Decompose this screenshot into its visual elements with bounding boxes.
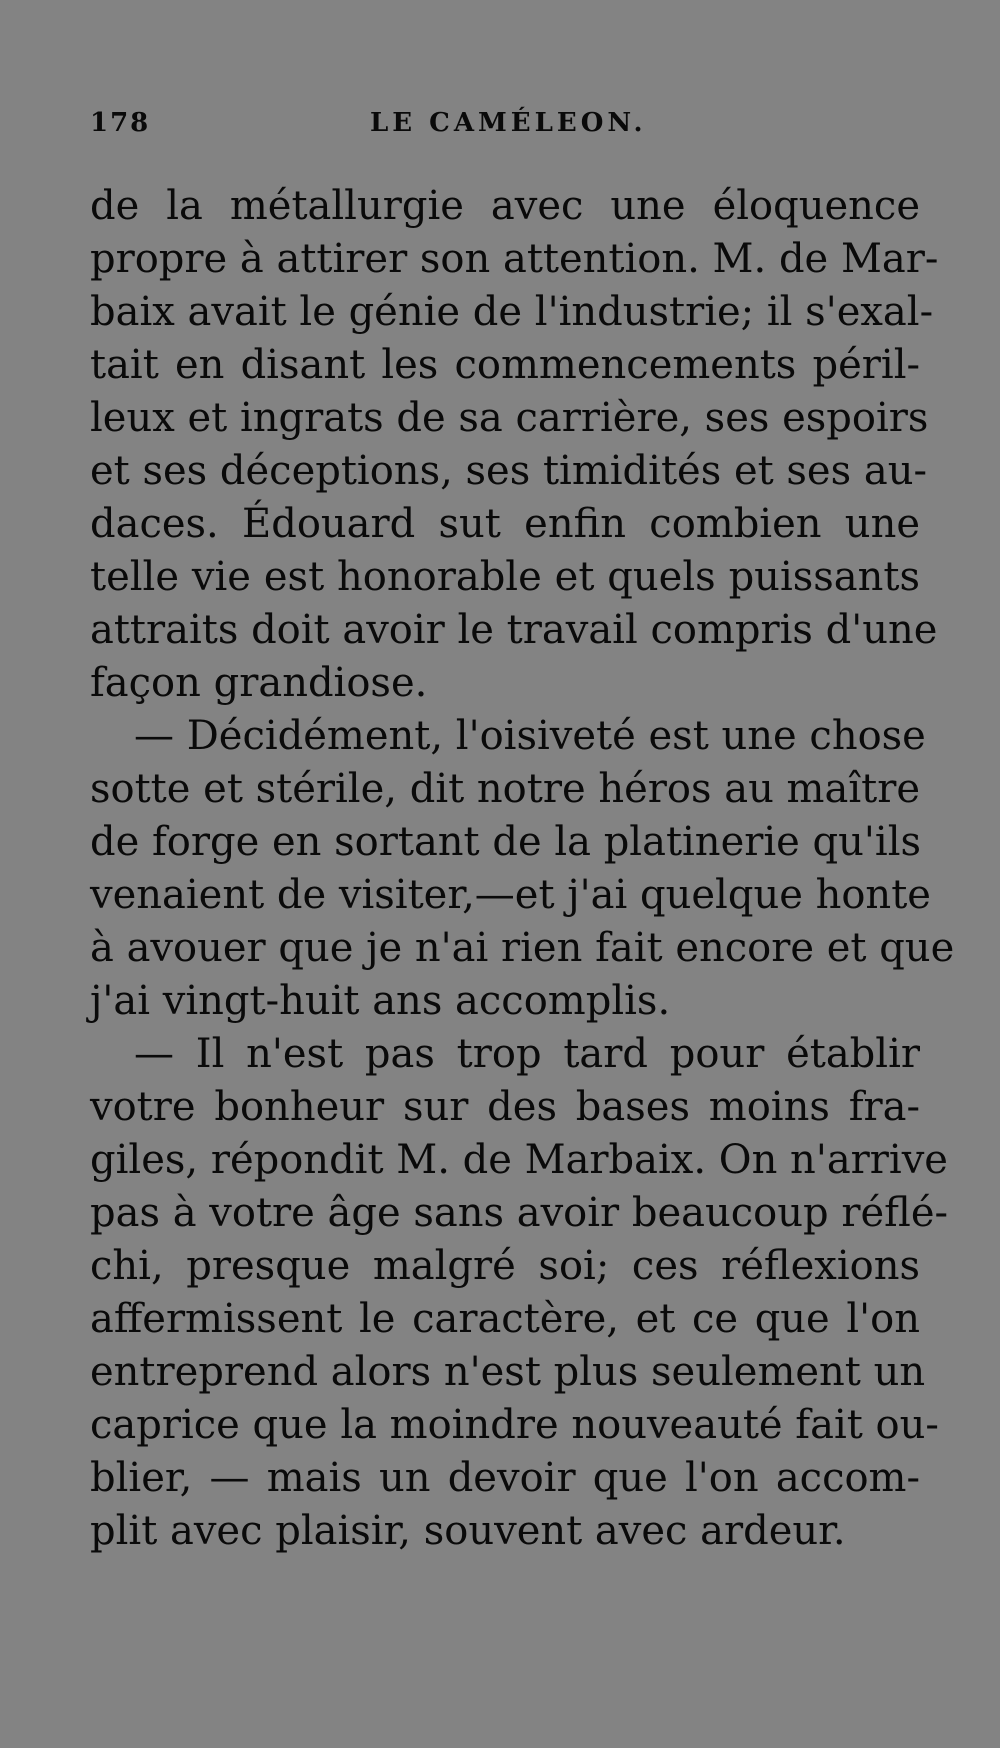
text-line: plit avec plaisir, souvent avec ardeur. bbox=[90, 1508, 846, 1554]
text-line: baix avait le génie de l'industrie; il s'exal- bbox=[90, 289, 934, 335]
body-text bbox=[90, 180, 955, 1558]
page-number: 178 bbox=[90, 108, 151, 138]
text-line: venaient de visiter,—et j'ai quelque honte bbox=[90, 872, 931, 918]
text-line: — Décidément, l'oisiveté est une chose bbox=[134, 713, 926, 759]
running-title: LE CAMÉLEON. bbox=[370, 108, 647, 138]
text-line: j'ai vingt-huit ans accomplis. bbox=[90, 978, 671, 1024]
text-line: propre à attirer son attention. M. de Mar- bbox=[90, 236, 939, 282]
text-line: — Il n'est pas trop tard pour établir bbox=[134, 1031, 920, 1077]
text-line: chi, presque malgré soi; ces réflexions bbox=[90, 1243, 920, 1289]
text-line: de la métallurgie avec une éloquence bbox=[90, 183, 920, 229]
text-line: pas à votre âge sans avoir beaucoup réflé- bbox=[90, 1190, 949, 1236]
text-line: à avouer que je n'ai rien fait encore et que bbox=[90, 925, 955, 971]
text-line: tait en disant les commencements péril- bbox=[90, 342, 920, 388]
text-line: blier, — mais un devoir que l'on accom- bbox=[90, 1455, 920, 1501]
text-line: et ses déceptions, ses timidités et ses au- bbox=[90, 448, 927, 494]
text-line: daces. Édouard sut enfin combien une bbox=[90, 501, 920, 547]
text-line: sotte et stérile, dit notre héros au maître bbox=[90, 766, 920, 812]
text-line: telle vie est honorable et quels puissants bbox=[90, 554, 920, 600]
text-line: affermissent le caractère, et ce que l'on bbox=[90, 1296, 920, 1342]
text-line: votre bonheur sur des bases moins fra- bbox=[90, 1084, 920, 1130]
text-line: caprice que la moindre nouveauté fait ou- bbox=[90, 1402, 939, 1448]
text-line: façon grandiose. bbox=[90, 660, 428, 706]
text-line: de forge en sortant de la platinerie qu'ils bbox=[90, 819, 922, 865]
text-line: giles, répondit M. de Marbaix. On n'arrive bbox=[90, 1137, 948, 1183]
text-line: attraits doit avoir le travail compris d'une bbox=[90, 607, 938, 653]
page-header bbox=[90, 108, 920, 148]
text-line: leux et ingrats de sa carrière, ses espoirs bbox=[90, 395, 929, 441]
text-line: entreprend alors n'est plus seulement un bbox=[90, 1349, 926, 1395]
